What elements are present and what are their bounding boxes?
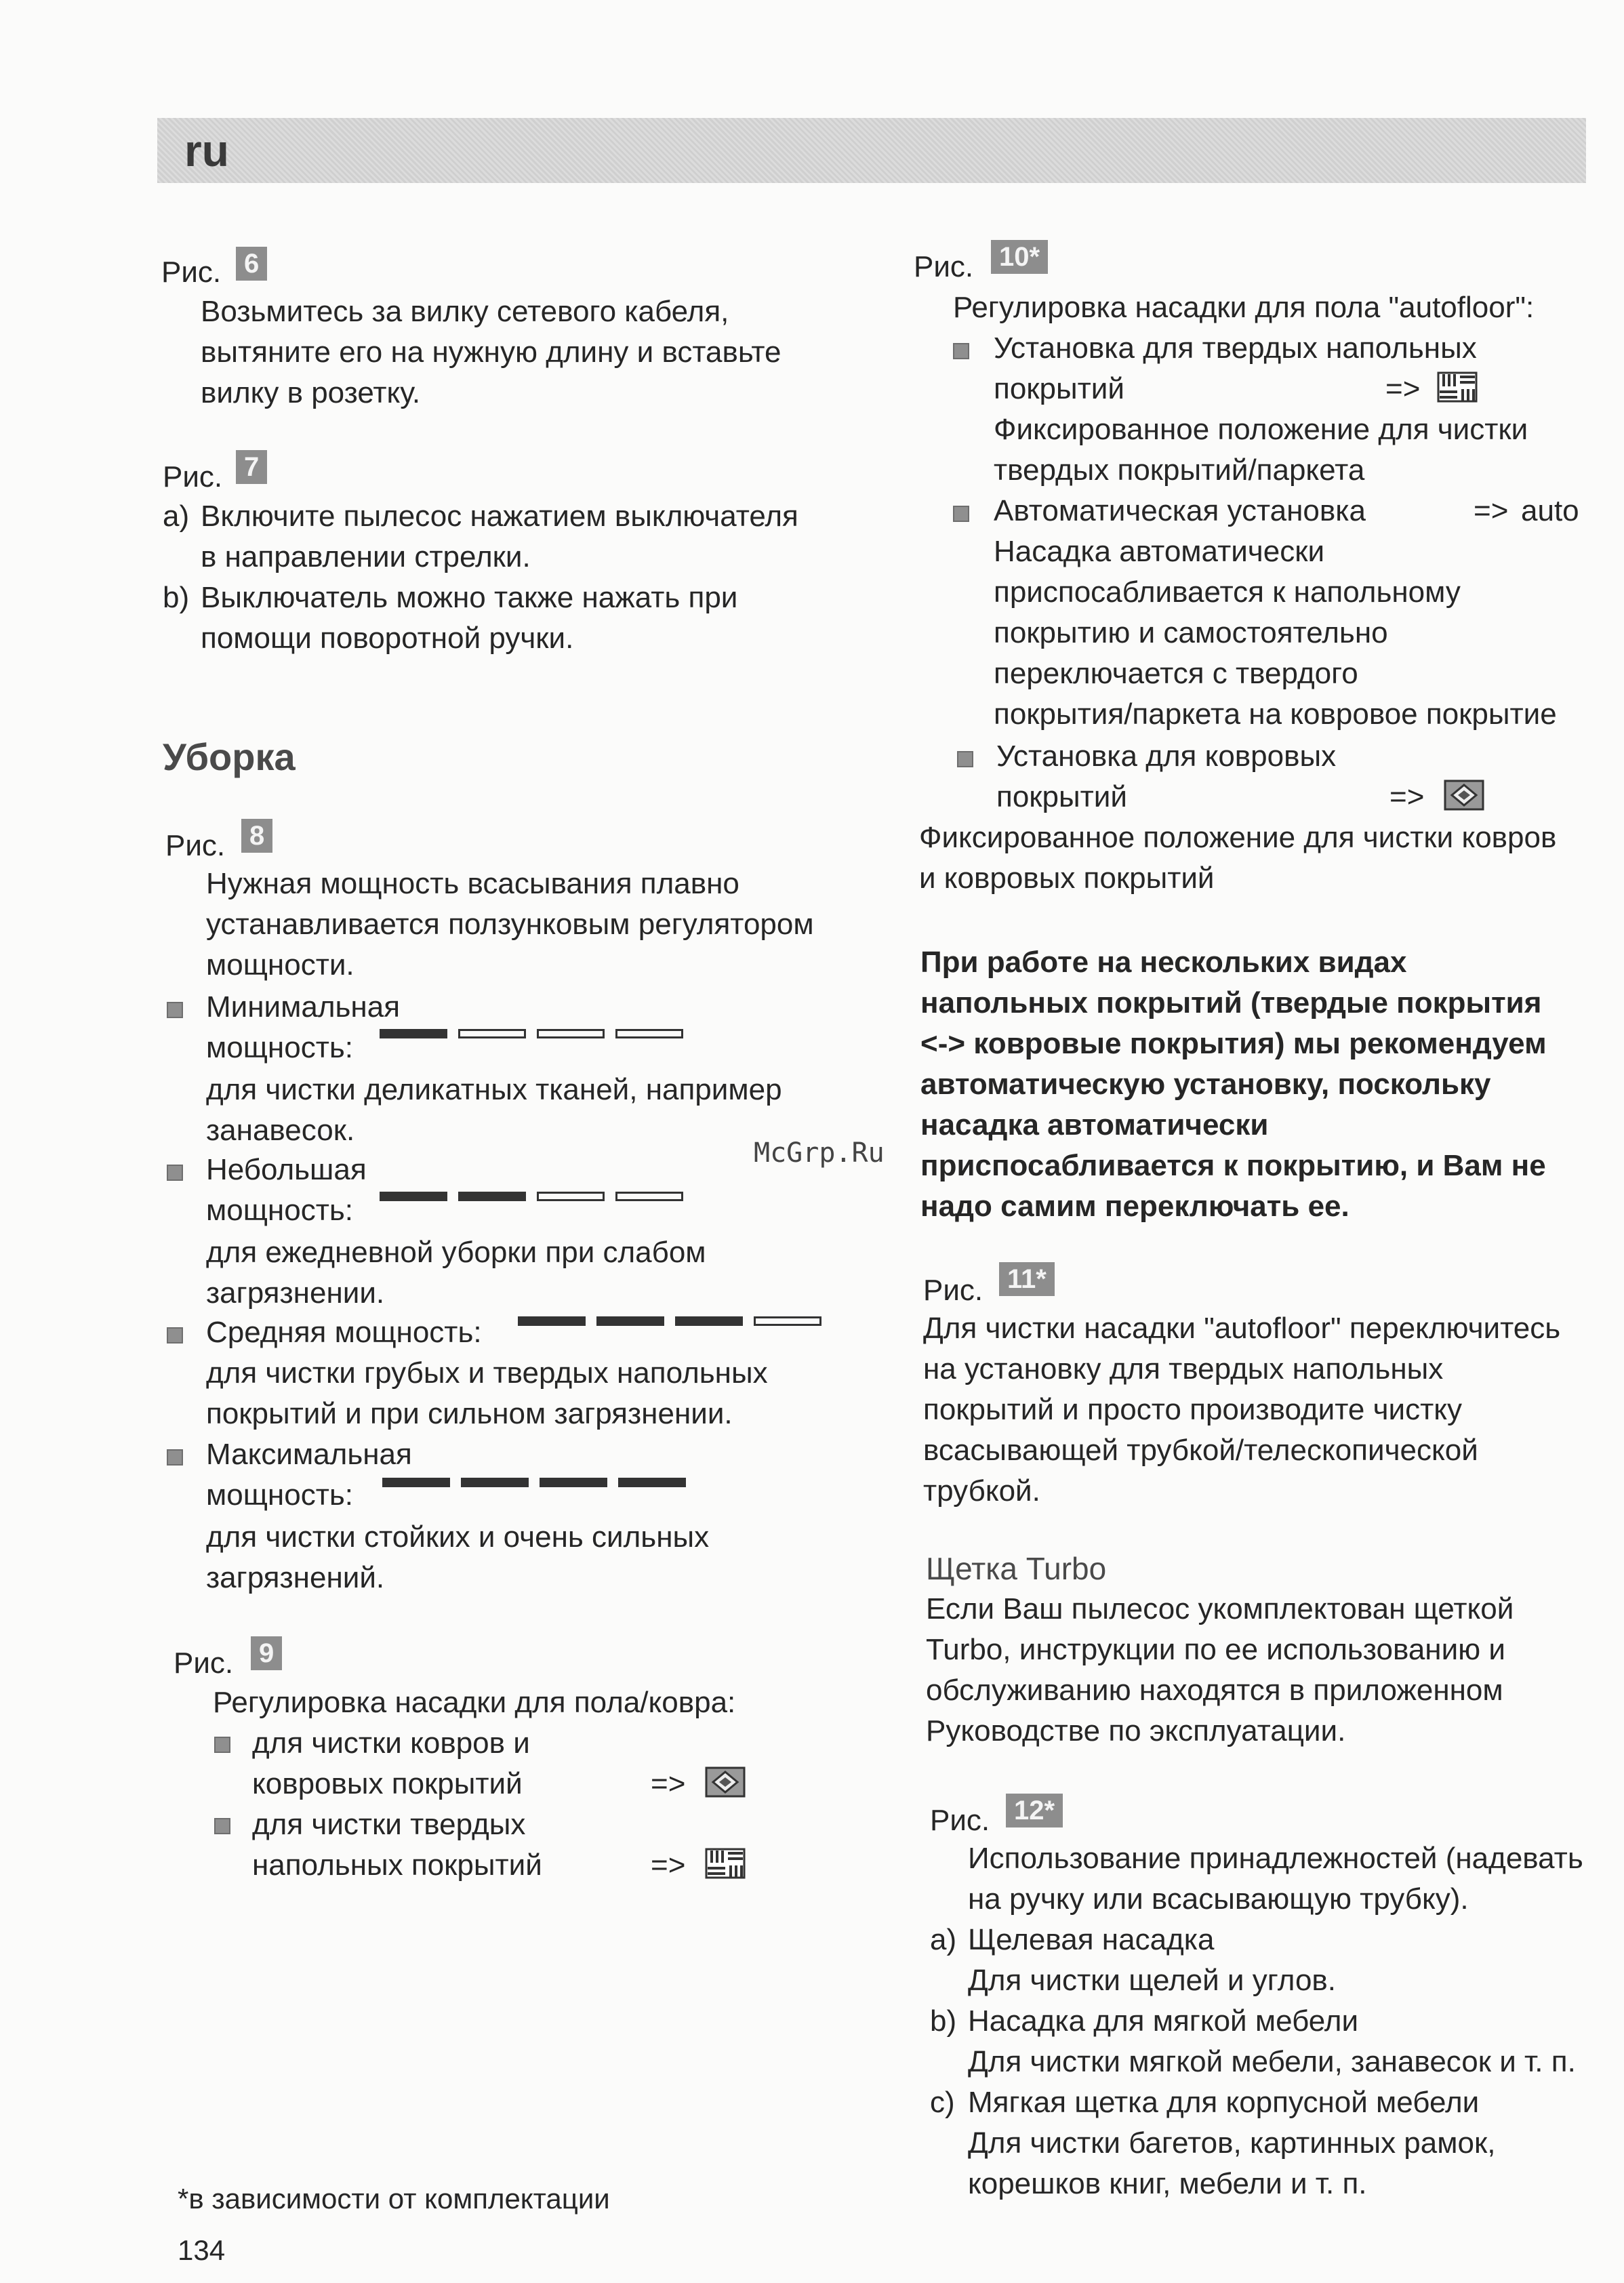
- fig10-item2-desc-3: покрытию и самостоятельно: [994, 616, 1388, 649]
- page-number: 134: [178, 2234, 226, 2266]
- fig12-a-line-2: Для чистки щелей и углов.: [968, 1964, 1337, 1997]
- power-min-line-3: для чистки деликатных тканей, например: [206, 1073, 782, 1106]
- power-max-line-3: для чистки стойких и очень сильных: [206, 1520, 710, 1554]
- section-title: Уборка: [163, 735, 296, 778]
- turbo-line-4: Руководстве по эксплуатации.: [926, 1714, 1346, 1747]
- fig9-item1-arrow: =>: [651, 1767, 686, 1800]
- fig9-item1-line-2: ковровых покрытий: [252, 1767, 523, 1800]
- fig7-a-line-1: Включите пылесос нажатием выключателя: [201, 500, 798, 533]
- fig12-b-marker: b): [930, 2004, 957, 2038]
- fig10-tail-1: Фиксированное положение для чистки ковров: [919, 821, 1557, 854]
- bullet-square: [953, 506, 969, 522]
- power-max-line-2: мощность:: [206, 1478, 353, 1512]
- bullet-square: [214, 1737, 230, 1753]
- fig12-c-line-2: Для чистки багетов, картинных рамок,: [968, 2126, 1496, 2160]
- fig8-intro-3: мощности.: [206, 948, 354, 982]
- fig12-c-line-3: корешков книг, мебели и т. п.: [968, 2167, 1367, 2200]
- turbo-line-1: Если Ваш пылесос укомплектован щеткой: [926, 1592, 1514, 1625]
- note-line-4: автоматическую установку, поскольку: [920, 1068, 1491, 1101]
- power-max-line-1: Максимальная: [206, 1438, 412, 1471]
- bullet-square: [167, 1327, 183, 1343]
- fig12-c-marker: c): [930, 2086, 955, 2119]
- fig7-b-marker: b): [163, 581, 190, 614]
- fig10-label: Рис.: [914, 250, 974, 283]
- hard-floor-icon: [1437, 371, 1478, 403]
- fig7-a-line-2: в направлении стрелки.: [201, 540, 531, 573]
- fig10-item2-desc-5: покрытия/паркета на ковровое покрытие: [994, 698, 1557, 731]
- note-line-1: При работе на нескольких видах: [920, 946, 1407, 979]
- power-low-line-3: для ежедневной уборки при слабом: [206, 1236, 706, 1269]
- fig6-line-2: вытяните его на нужную длину и вставьте: [201, 336, 781, 369]
- fig7-a-marker: a): [163, 500, 190, 533]
- note-line-6: приспосабливается к покрытию, и Вам не: [920, 1149, 1546, 1182]
- fig9-item2-arrow: =>: [651, 1848, 686, 1882]
- fig10-item3-line-2: покрытий: [996, 780, 1127, 813]
- fig12-a-marker: a): [930, 1923, 957, 1956]
- fig8-badge: 8: [241, 819, 272, 853]
- fig12-badge: 12*: [1006, 1794, 1063, 1827]
- fig10-item1-line-2: покрытий: [994, 372, 1124, 405]
- fig11-line-2: на установку для твердых напольных: [923, 1352, 1444, 1386]
- power-min-line-4: занавесок.: [206, 1114, 355, 1147]
- fig10-item1-line-1: Установка для твердых напольных: [994, 331, 1477, 365]
- fig12-c-line-1: Мягкая щетка для корпусной мебели: [968, 2086, 1480, 2119]
- power-min-line-2: мощность:: [206, 1031, 353, 1064]
- fig6-label: Рис.: [161, 256, 222, 289]
- bullet-square: [953, 343, 969, 359]
- turbo-line-2: Turbo, инструкции по ее использованию и: [926, 1633, 1505, 1666]
- watermark: McGrp.Ru: [754, 1137, 885, 1169]
- fig12-b-line-2: Для чистки мягкой мебели, занавесок и т. п.: [968, 2045, 1576, 2078]
- fig8-label: Рис.: [165, 829, 226, 862]
- fig10-badge: 10*: [991, 240, 1048, 274]
- bullet-square: [957, 751, 973, 767]
- fig12-intro-1: Использование принадлежностей (надевать: [968, 1842, 1583, 1875]
- power-low-line-4: загрязнении.: [206, 1276, 385, 1310]
- turbo-title: Щетка Turbo: [926, 1551, 1107, 1586]
- bullet-square: [167, 1002, 183, 1018]
- bullet-square: [167, 1449, 183, 1466]
- fig10-item2-arrow: =>: [1474, 494, 1509, 527]
- fig10-tail-2: и ковровых покрытий: [919, 862, 1215, 895]
- power-low-line-1: Небольшая: [206, 1153, 367, 1186]
- fig11-line-3: покрытий и просто производите чистку: [923, 1393, 1463, 1426]
- fig9-item2-line-1: для чистки твердых: [252, 1808, 526, 1841]
- header-band: [157, 118, 1586, 183]
- fig7-label: Рис.: [163, 460, 223, 493]
- fig11-label: Рис.: [923, 1274, 983, 1307]
- note-line-5: насадка автоматически: [920, 1108, 1269, 1142]
- bullet-square: [167, 1165, 183, 1181]
- fig11-line-1: Для чистки насадки "autofloor" переключитесь: [923, 1312, 1561, 1345]
- fig10-item1-desc-1: Фиксированное положение для чистки: [994, 413, 1528, 446]
- fig12-label: Рис.: [930, 1804, 990, 1837]
- fig10-item1-desc-2: твердых покрытий/паркета: [994, 453, 1365, 487]
- fig12-a-line-1: Щелевая насадка: [968, 1923, 1215, 1956]
- fig9-badge: 9: [251, 1636, 282, 1670]
- fig10-item2-desc-4: переключается с твердого: [994, 657, 1358, 690]
- fig10-item2-value: auto: [1521, 494, 1579, 527]
- hard-floor-icon: [705, 1848, 746, 1879]
- fig9-item2-line-2: напольных покрытий: [252, 1848, 542, 1882]
- fig10-item2-line-1: Автоматическая установка: [994, 494, 1366, 527]
- power-mid-line-2: для чистки грубых и твердых напольных: [206, 1356, 768, 1390]
- carpet-icon: [1444, 780, 1484, 811]
- power-min-line-1: Минимальная: [206, 990, 401, 1024]
- fig8-intro-1: Нужная мощность всасывания плавно: [206, 867, 739, 900]
- footnote: *в зависимости от комплектации: [178, 2183, 610, 2215]
- fig9-label: Рис.: [174, 1646, 234, 1680]
- fig10-item2-desc-1: Насадка автоматически: [994, 535, 1325, 568]
- fig10-item3-line-1: Установка для ковровых: [996, 740, 1337, 773]
- power-mid-line-1: Средняя мощность:: [206, 1316, 482, 1349]
- turbo-line-3: обслуживанию находятся в приложенном: [926, 1674, 1503, 1707]
- bullet-square: [214, 1818, 230, 1834]
- fig11-line-4: всасывающей трубкой/телескопической: [923, 1434, 1478, 1467]
- note-line-2: напольных покрытий (твердые покрытия: [920, 986, 1542, 1019]
- power-low-line-2: мощность:: [206, 1194, 353, 1227]
- note-line-7: надо самим переключать ее.: [920, 1190, 1349, 1223]
- language-tag: ru: [184, 125, 229, 176]
- fig11-badge: 11*: [999, 1262, 1055, 1296]
- power-max-line-4: загрязнений.: [206, 1561, 385, 1594]
- fig9-item1-line-1: для чистки ковров и: [252, 1726, 530, 1760]
- note-line-3: <-> ковровые покрытия) мы рекомендуем: [920, 1027, 1547, 1060]
- fig9-intro: Регулировка насадки для пола/ковра:: [213, 1686, 736, 1719]
- fig10-intro: Регулировка насадки для пола "autofloor":: [953, 291, 1535, 324]
- fig6-badge: 6: [236, 247, 267, 281]
- fig8-intro-2: устанавливается ползунковым регулятором: [206, 908, 814, 941]
- power-mid-line-3: покрытий и при сильном загрязнении.: [206, 1397, 733, 1430]
- carpet-icon: [705, 1766, 746, 1798]
- fig10-item1-arrow: =>: [1385, 372, 1421, 405]
- fig6-line-3: вилку в розетку.: [201, 376, 421, 409]
- fig7-b-line-1: Выключатель можно также нажать при: [201, 581, 738, 614]
- fig6-line-1: Возьмитесь за вилку сетевого кабеля,: [201, 295, 729, 328]
- fig11-line-5: трубкой.: [923, 1474, 1040, 1508]
- fig12-intro-2: на ручку или всасывающую трубку).: [968, 1882, 1469, 1916]
- fig10-item3-arrow: =>: [1389, 780, 1425, 813]
- fig10-item2-desc-2: приспосабливается к напольному: [994, 575, 1461, 609]
- fig7-badge: 7: [236, 450, 267, 484]
- fig7-b-line-2: помощи поворотной ручки.: [201, 622, 574, 655]
- fig12-b-line-1: Насадка для мягкой мебели: [968, 2004, 1359, 2038]
